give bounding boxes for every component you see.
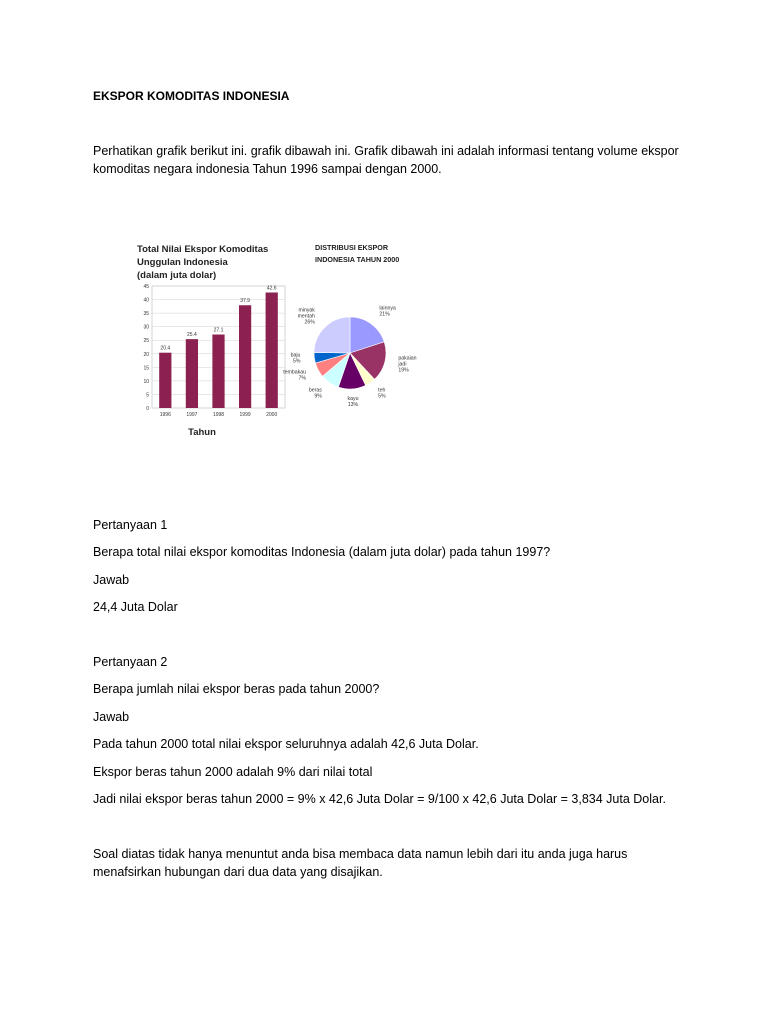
pie-chart-slice bbox=[314, 317, 350, 353]
pie-chart-title-line: DISTRIBUSI EKSPOR bbox=[315, 243, 389, 252]
pie-chart-slice-percent: 26% bbox=[304, 319, 315, 326]
bar-chart-value-label: 25.4 bbox=[187, 332, 197, 339]
bar-chart-y-tick-label: 30 bbox=[143, 324, 149, 331]
bar-chart-x-tick-label: 1999 bbox=[239, 412, 251, 418]
bar-chart-y-tick-label: 5 bbox=[146, 392, 149, 399]
pie-chart-slice-percent: 19% bbox=[398, 367, 409, 374]
bar-chart-title-line: Total Nilai Ekspor Komoditas bbox=[137, 244, 269, 255]
question-2-answer-line-3: Jadi nilai ekspor beras tahun 2000 = 9% x 42,6 Juta Dolar = 9/100 x 42,6 Juta Dolar = 3,834 Juta Dolar. bbox=[93, 792, 666, 806]
pie-chart-slice-label: minyak bbox=[298, 307, 315, 314]
pie-chart-slice-label: teh bbox=[378, 387, 386, 394]
pie-chart-slice-label: mentah bbox=[297, 313, 315, 320]
bar-chart-bar bbox=[212, 335, 224, 408]
question-1-answer-label: Jawab bbox=[93, 573, 130, 587]
bar-chart-y-tick-label: 35 bbox=[143, 311, 149, 318]
question-2-answer-line-1: Pada tahun 2000 total nilai ekspor seluruhnya adalah 42,6 Juta Dolar. bbox=[93, 737, 479, 751]
bar-chart-x-tick-label: 1996 bbox=[159, 412, 171, 418]
closing-paragraph: Soal diatas tidak hanya menuntut anda bisa membaca data namun lebih dari itu anda juga harus menafsirkan hubungan dari dua data yang disajikan. bbox=[93, 847, 628, 879]
pie-chart-slice-percent: 7% bbox=[298, 375, 306, 382]
bar-chart-y-tick-label: 45 bbox=[143, 284, 149, 290]
bar-chart-bar bbox=[159, 353, 171, 408]
pie-chart-slice-label: beras bbox=[308, 387, 322, 394]
pie-chart-slice-percent: 13% bbox=[347, 401, 359, 408]
bar-chart-y-tick-label: 25 bbox=[143, 338, 149, 345]
pie-chart-slice-percent: 5% bbox=[378, 393, 386, 400]
intro-paragraph: Perhatikan grafik berikut ini. grafik dibawah ini. Grafik dibawah ini adalah informasi tentang volume ekspor komoditas negara indonesia Tahun 1996 sampai dengan 2000. bbox=[93, 144, 679, 176]
question-2-text: Berapa jumlah nilai ekspor beras pada tahun 2000? bbox=[93, 682, 380, 696]
pie-chart-slice-label: baju bbox=[290, 352, 301, 359]
bar-chart-x-tick-label: 1997 bbox=[186, 412, 198, 418]
bar-chart-title-line: (dalam juta dolar) bbox=[137, 270, 217, 281]
bar-chart-y-tick-label: 40 bbox=[143, 297, 149, 304]
bar-chart bbox=[130, 238, 290, 448]
bar-chart-x-axis-label: Tahun bbox=[188, 427, 216, 438]
chart-figure bbox=[130, 238, 440, 448]
question-1-text: Berapa total nilai ekspor komoditas Indonesia (dalam juta dolar) pada tahun 1997? bbox=[93, 545, 551, 559]
pie-chart-title-line: INDONESIA TAHUN 2000 bbox=[315, 255, 400, 264]
pie-chart-slice-label: jadi bbox=[398, 361, 407, 368]
pie-chart-slice-label: kayu bbox=[347, 395, 359, 402]
bar-chart-bar bbox=[266, 293, 278, 408]
question-2-heading: Pertanyaan 2 bbox=[93, 655, 168, 669]
bar-chart-y-tick-label: 20 bbox=[143, 351, 149, 358]
question-1-heading: Pertanyaan 1 bbox=[93, 518, 168, 532]
pie-chart-slice-label: pakaian bbox=[398, 355, 417, 362]
bar-chart-x-tick-label: 1998 bbox=[212, 412, 225, 418]
bar-chart-y-tick-label: 10 bbox=[143, 378, 149, 385]
bar-chart-value-label: 20.4 bbox=[160, 345, 171, 352]
question-1-answer: 24,4 Juta Dolar bbox=[93, 600, 178, 614]
bar-chart-value-label: 37.9 bbox=[240, 298, 250, 305]
bar-chart-y-tick-label: 15 bbox=[143, 365, 149, 372]
bar-chart-value-label: 27.1 bbox=[213, 327, 224, 334]
bar-chart-bar bbox=[186, 339, 198, 408]
bar-chart-bar bbox=[239, 305, 251, 408]
question-2-answer-line-2: Ekspor beras tahun 2000 adalah 9% dari nilai total bbox=[93, 765, 373, 779]
bar-chart-title-line: Unggulan Indonesia bbox=[137, 257, 228, 268]
pie-chart-slice-percent: 5% bbox=[292, 358, 301, 365]
pie-chart-slice-percent: 21% bbox=[379, 311, 390, 318]
pie-chart-slice-label: tembakau bbox=[283, 369, 306, 376]
pie-chart-slice-label: lainnya bbox=[379, 305, 396, 312]
bar-chart-x-tick-label: 2000 bbox=[266, 412, 278, 418]
pie-chart-slice-percent: 9% bbox=[314, 393, 322, 400]
question-2-answer-label: Jawab bbox=[93, 710, 130, 724]
bar-chart-value-label: 42.6 bbox=[266, 285, 277, 292]
bar-chart-y-tick-label: 0 bbox=[146, 406, 149, 412]
pie-chart bbox=[283, 238, 450, 448]
document-title: EKSPOR KOMODITAS INDONESIA bbox=[93, 89, 290, 103]
